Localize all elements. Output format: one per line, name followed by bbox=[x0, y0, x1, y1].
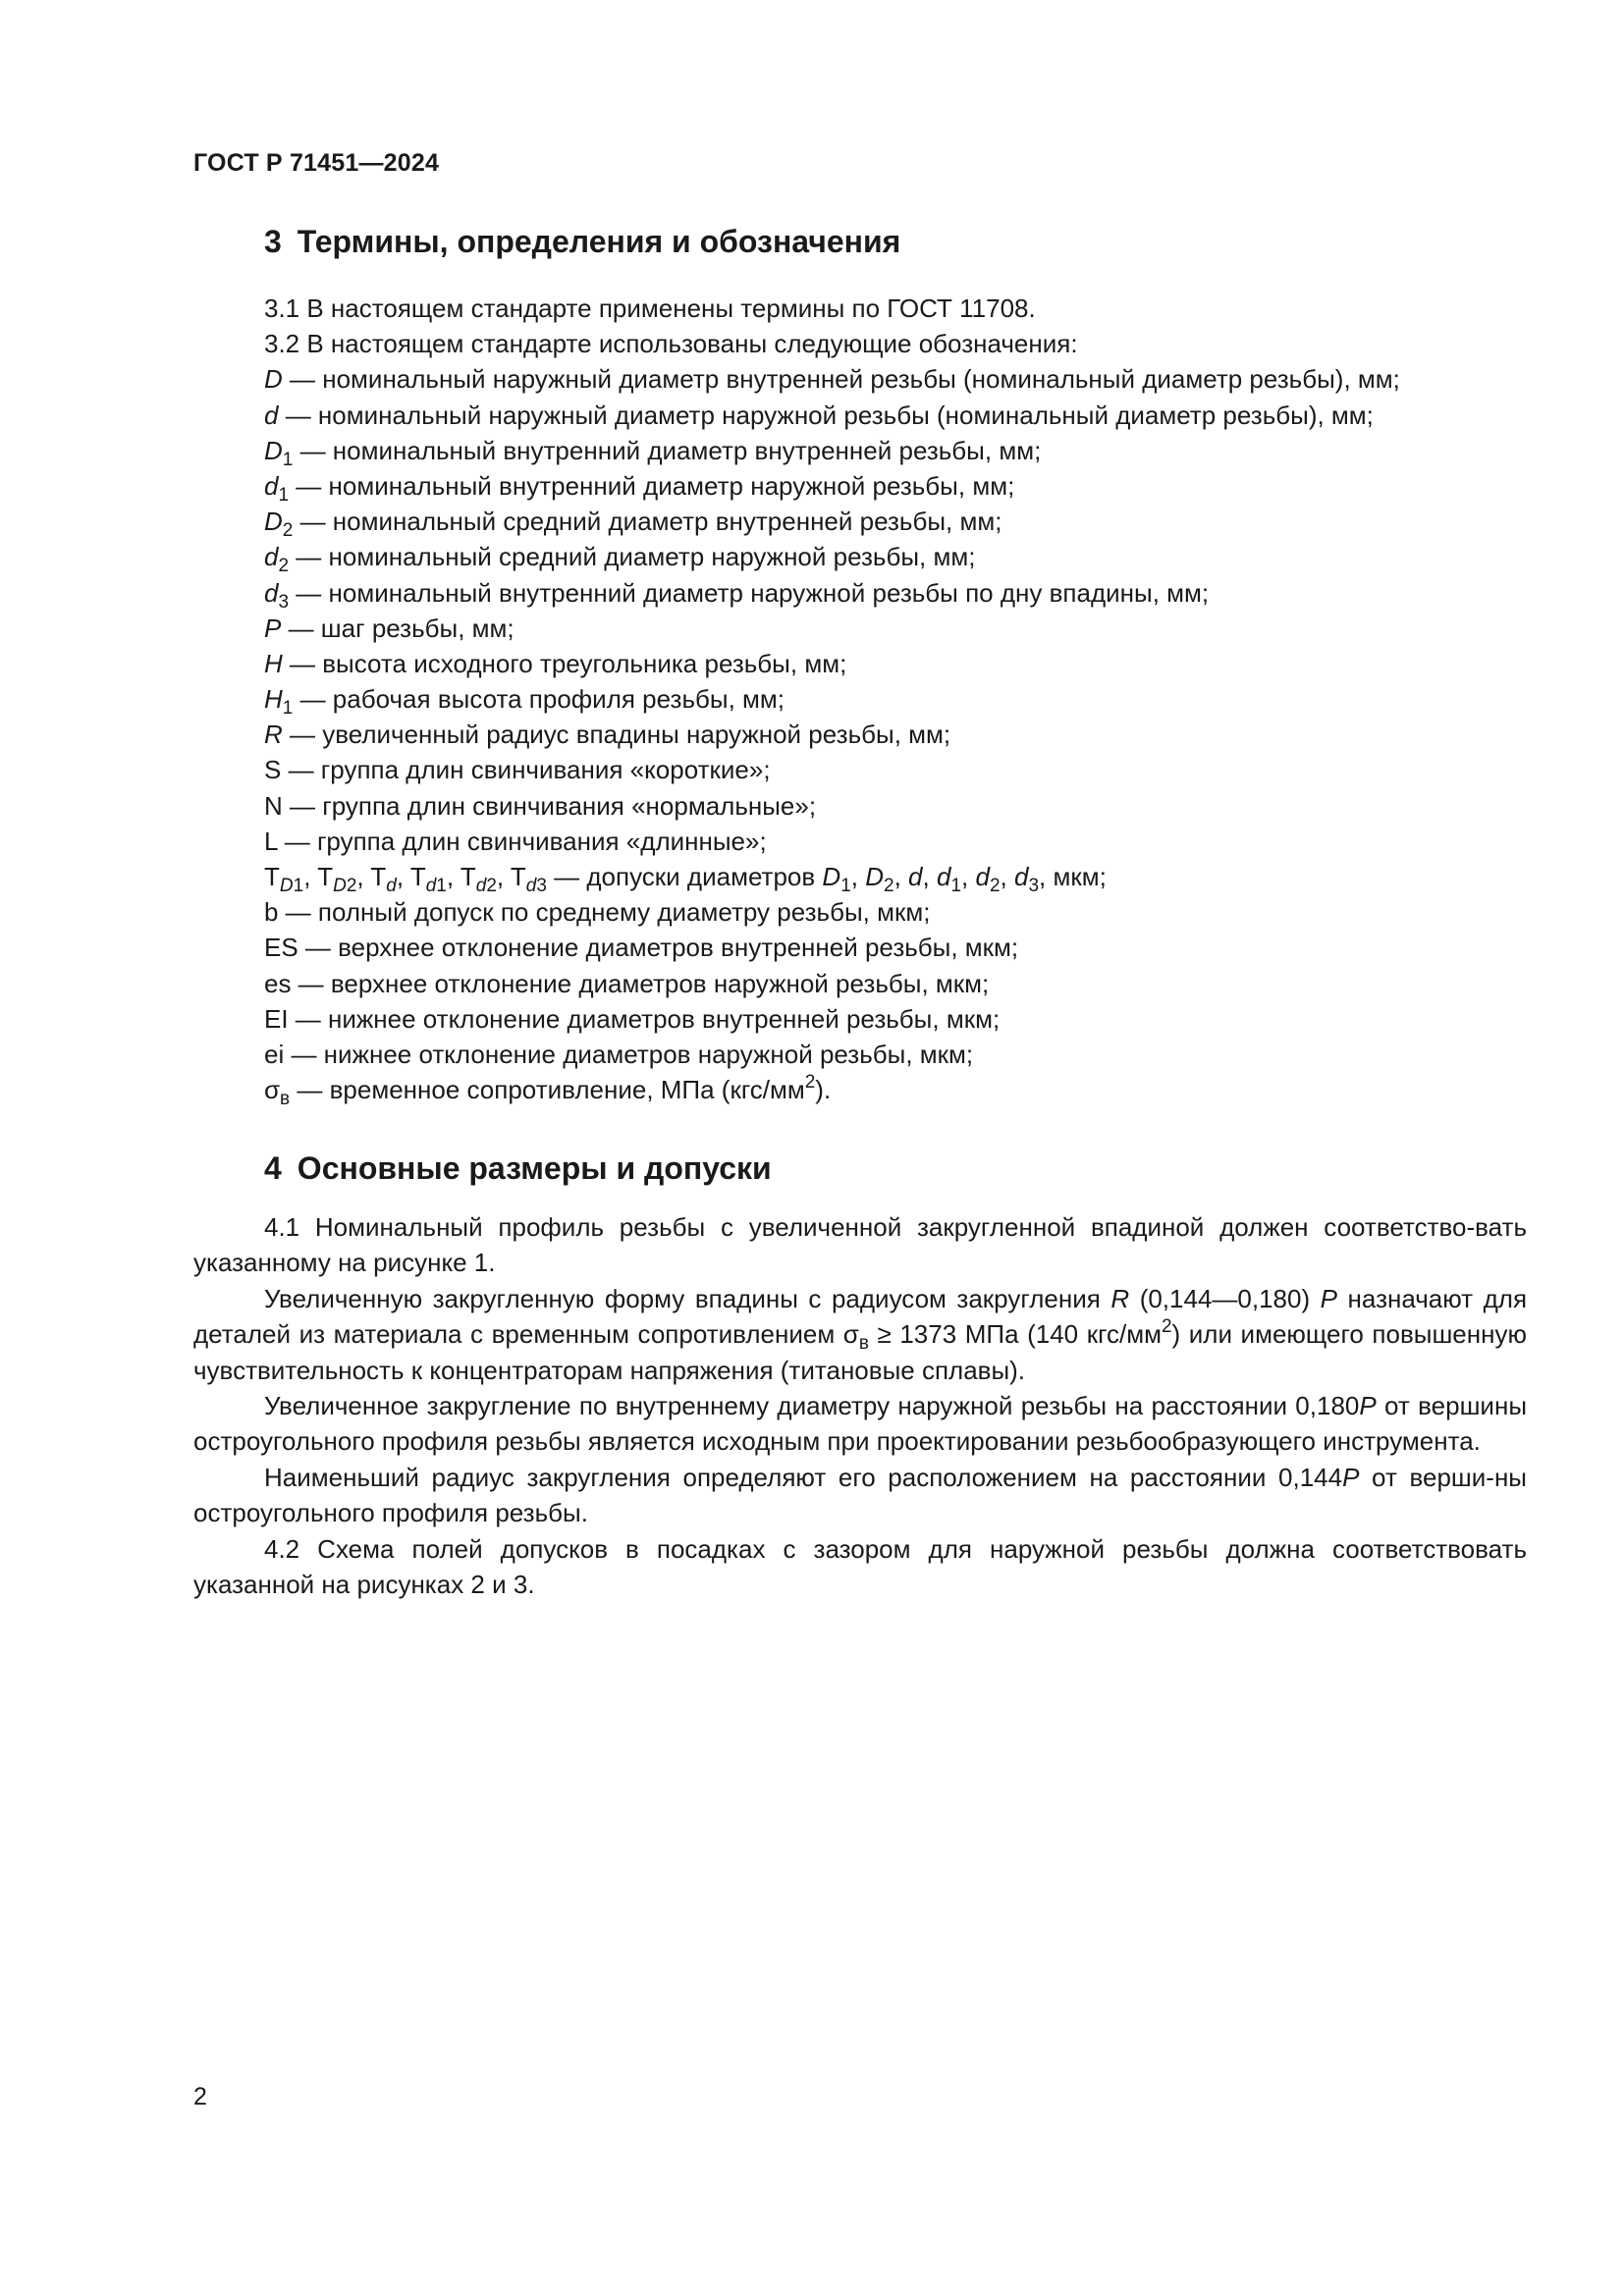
symbol-H1: H bbox=[264, 684, 283, 715]
term-H bbox=[264, 646, 1541, 681]
term-R bbox=[264, 717, 1541, 752]
symbol-T: T bbox=[264, 862, 280, 891]
symbol-d2: d bbox=[264, 542, 279, 572]
text: Увеличенную закругленную форму впадины с радиусом закругления bbox=[264, 1283, 1111, 1313]
def-d2: — номинальный средний диаметр наружной резьбы, мм; bbox=[289, 542, 976, 572]
section-4-number: 4 bbox=[264, 1150, 282, 1186]
def-d3: — номинальный внутренний диаметр наружной резьбы по дну впадины, мм; bbox=[289, 577, 1210, 608]
text: ) или имеющего повышенную чувствительность к концентраторам напряжения (титановые сплавы). bbox=[193, 1319, 1527, 1385]
term-EI: EI — нижнее отклонение диаметров внутренней резьбы, мкм; bbox=[264, 1003, 1001, 1034]
page-number: 2 bbox=[193, 2083, 207, 2110]
superscript-2: 2 bbox=[1161, 1316, 1172, 1338]
term-P bbox=[264, 611, 1541, 646]
subscript-D2: D2 bbox=[333, 876, 357, 896]
def-H1: — рабочая высота профиля резьбы, мм; bbox=[293, 684, 785, 715]
term-tolerances bbox=[264, 859, 1541, 894]
clause-3-2: 3.2 В настоящем стандарте использованы следующие обозначения: bbox=[264, 329, 1078, 359]
symbol-P: P bbox=[1320, 1283, 1338, 1313]
subscript-2: 2 bbox=[884, 876, 894, 896]
term-es: es — верхнее отклонение диаметров наружной резьбы, мкм; bbox=[264, 968, 990, 998]
subscript-d2: d2 bbox=[475, 876, 497, 896]
symbol-d: d bbox=[975, 862, 990, 891]
section-3-number: 3 bbox=[264, 224, 282, 259]
paragraph-min-radius bbox=[193, 1460, 1527, 1531]
term-sigma bbox=[264, 1072, 1541, 1110]
symbol-R: R bbox=[1110, 1283, 1130, 1313]
term-S: S — группа длин свинчивания «короткие»; bbox=[264, 755, 771, 785]
separator: , bbox=[396, 862, 410, 891]
def-P: — шаг резьбы, мм; bbox=[281, 613, 514, 643]
text: (0,144—0,180) bbox=[1129, 1283, 1321, 1313]
section-3-heading bbox=[264, 224, 900, 260]
term-b: b — полный допуск по среднему диаметру резьбы, мкм; bbox=[264, 897, 931, 928]
def-sigma-end: ). bbox=[815, 1075, 832, 1105]
term-N: N — группа длин свинчивания «нормальные»; bbox=[264, 790, 817, 821]
term-d bbox=[264, 398, 1541, 433]
symbol-d: d bbox=[908, 862, 923, 891]
separator: , bbox=[850, 862, 866, 891]
symbol-d1: d bbox=[264, 470, 279, 501]
def-sigma: — временное сопротивление, МПа (кгс/мм bbox=[290, 1075, 805, 1105]
def-H: — высота исходного треугольника резьбы, мм; bbox=[282, 648, 847, 678]
section-4-body bbox=[193, 1209, 1527, 1602]
text: от вершины остроугольного профиля резьбы является исходным при проектировании резьбообразующего инструмента. bbox=[193, 1391, 1528, 1457]
subscript-1: 1 bbox=[282, 698, 294, 720]
symbol-d: d bbox=[1013, 862, 1029, 891]
symbol-T: T bbox=[409, 862, 426, 891]
symbol-T: T bbox=[317, 862, 334, 891]
symbol-P: P bbox=[1342, 1462, 1360, 1492]
term-ES: ES — верхнее отклонение диаметров внутренней резьбы, мкм; bbox=[264, 933, 1019, 963]
symbol-D: D bbox=[822, 862, 841, 891]
symbol-d3: d bbox=[264, 577, 279, 608]
def-D1: — номинальный внутренний диаметр внутренней резьбы, мм; bbox=[293, 435, 1042, 465]
document-code: ГОСТ Р 71451—2024 bbox=[193, 149, 440, 177]
subscript-1: 1 bbox=[282, 449, 294, 470]
subscript-d: d bbox=[386, 876, 397, 896]
term-d2 bbox=[264, 539, 1541, 577]
subscript-d3: d3 bbox=[525, 876, 547, 896]
def-tolerances: — допуски диаметров bbox=[546, 862, 823, 891]
separator: , bbox=[922, 862, 937, 891]
term-L: L — группа длин свинчивания «длинные»; bbox=[264, 826, 767, 856]
symbol-P: P bbox=[264, 613, 282, 643]
text: назначают для деталей из материала с временным сопротивлением bbox=[193, 1283, 1528, 1350]
symbol-sigma: σ bbox=[842, 1319, 859, 1350]
symbol-sigma: σ bbox=[264, 1075, 281, 1105]
def-tolerances-end: , мкм; bbox=[1039, 862, 1107, 891]
def-R: — увеличенный радиус впадины наружной резьбы, мм; bbox=[282, 720, 951, 750]
term-ei: ei — нижнее отклонение диаметров наружной резьбы, мкм; bbox=[264, 1039, 974, 1069]
symbol-T: T bbox=[510, 862, 526, 891]
term-H1 bbox=[264, 681, 1541, 720]
term-d1 bbox=[264, 468, 1541, 504]
subscript-2: 2 bbox=[989, 876, 1001, 896]
subscript-D1: D1 bbox=[279, 876, 304, 896]
subscript-3: 3 bbox=[1028, 876, 1040, 896]
term-D1 bbox=[264, 433, 1541, 468]
section-4-heading bbox=[264, 1150, 772, 1187]
symbol-D2: D bbox=[264, 507, 283, 537]
def-d: — номинальный наружный диаметр наружной резьбы (номинальный диаметр резьбы), мм; bbox=[278, 400, 1374, 430]
clause-4-2: 4.2 Схема полей допусков в посадках с зазором для наружной резьбы должна соответствовать указанной на рисунках 2 и 3. bbox=[193, 1533, 1527, 1600]
symbol-H: H bbox=[264, 648, 283, 678]
symbol-R: R bbox=[264, 720, 283, 750]
separator: , bbox=[356, 862, 371, 891]
subscript-1: 1 bbox=[840, 876, 851, 896]
separator: , bbox=[961, 862, 976, 891]
separator: , bbox=[893, 862, 909, 891]
subscript-v: в bbox=[858, 1333, 869, 1355]
term-D bbox=[264, 361, 1541, 397]
paragraph-rounding bbox=[193, 1388, 1527, 1460]
terms-list bbox=[264, 291, 1541, 1110]
def-D2: — номинальный средний диаметр внутренней резьбы, мм; bbox=[293, 507, 1002, 537]
term-D2 bbox=[264, 504, 1541, 542]
subscript-v: в bbox=[280, 1089, 291, 1110]
symbol-P: P bbox=[1359, 1391, 1377, 1421]
paragraph-radius bbox=[193, 1281, 1527, 1388]
separator: , bbox=[1000, 862, 1014, 891]
def-d1: — номинальный внутренний диаметр наружной резьбы, мм; bbox=[289, 470, 1015, 501]
subscript-d1: d1 bbox=[425, 876, 447, 896]
symbol-T: T bbox=[370, 862, 387, 891]
symbol-T: T bbox=[460, 862, 476, 891]
text: Наименьший радиус закругления определяют его расположением на расстоянии 0,144 bbox=[264, 1462, 1343, 1492]
subscript-2: 2 bbox=[278, 556, 290, 577]
symbol-D: D bbox=[865, 862, 885, 891]
section-4-title: Основные размеры и допуски bbox=[297, 1150, 772, 1186]
superscript-2: 2 bbox=[804, 1072, 816, 1094]
subscript-1: 1 bbox=[950, 876, 962, 896]
separator: , bbox=[446, 862, 460, 891]
symbol-D: D bbox=[264, 364, 283, 395]
term-d3 bbox=[264, 575, 1541, 611]
clause-4-1: 4.1 Номинальный профиль резьбы с увеличенной закругленной впадиной должен соответство-вать указанному на рисунке 1. bbox=[193, 1212, 1527, 1278]
clause-3-1: 3.1 В настоящем стандарте применены термины по ГОСТ 11708. bbox=[264, 294, 1036, 323]
subscript-3: 3 bbox=[278, 591, 290, 613]
text: от верши-ны остроугольного профиля резьбы. bbox=[193, 1462, 1527, 1528]
text: Увеличенное закругление по внутреннему диаметру наружной резьбы на расстоянии 0,180 bbox=[264, 1391, 1360, 1421]
separator: , bbox=[496, 862, 511, 891]
symbol-d: d bbox=[264, 400, 279, 430]
symbol-d: d bbox=[936, 862, 951, 891]
section-3-title: Термины, определения и обозначения bbox=[297, 224, 901, 259]
def-D: — номинальный наружный диаметр внутренней резьбы (номинальный диаметр резьбы), мм; bbox=[282, 364, 1400, 395]
symbol-D1: D bbox=[264, 435, 283, 465]
separator: , bbox=[303, 862, 318, 891]
subscript-2: 2 bbox=[282, 520, 294, 542]
subscript-1: 1 bbox=[278, 484, 290, 506]
text: ≥ 1373 МПа (140 кгс/мм bbox=[868, 1319, 1162, 1350]
